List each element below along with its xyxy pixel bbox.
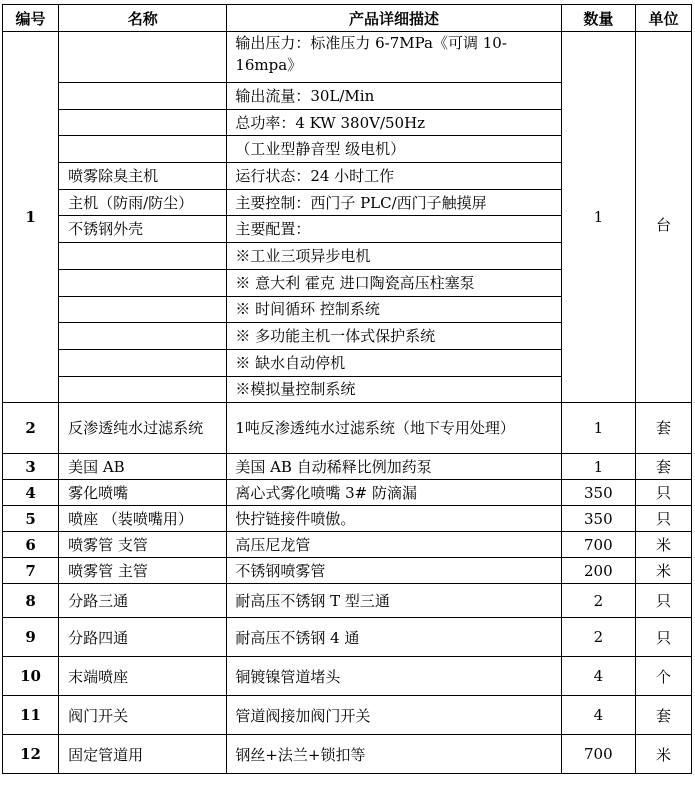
item-name: 美国 AB xyxy=(59,454,227,480)
item-desc-line: 主要控制：西门子 PLC/西门子触摸屏 xyxy=(227,189,561,216)
item-desc-line: ※ 缺水自动停机 xyxy=(227,349,561,376)
item-name-line xyxy=(59,243,227,270)
item-desc: 1吨反渗透纯水过滤系统（地下专用处理） xyxy=(227,403,561,454)
row-number: 6 xyxy=(3,532,59,558)
item-name-line xyxy=(59,296,227,323)
item-unit: 只 xyxy=(635,618,691,657)
item-name-line xyxy=(59,83,227,110)
item-qty: 350 xyxy=(561,506,635,532)
item-unit: 米 xyxy=(635,735,691,774)
header-row xyxy=(3,5,692,32)
item-desc-line: ※ 多功能主机一体式保护系统 xyxy=(227,323,561,350)
item-name-line: 喷雾除臭主机 xyxy=(59,163,227,190)
item-unit: 台 xyxy=(635,32,691,403)
row-number: 12 xyxy=(3,735,59,774)
item-desc: 钢丝+法兰+锁扣等 xyxy=(227,735,561,774)
item-name-line xyxy=(59,32,227,83)
item-name-line xyxy=(59,109,227,136)
table-row xyxy=(3,480,692,506)
row-number: 1 xyxy=(3,32,59,403)
item-qty: 1 xyxy=(561,403,635,454)
item-name: 反渗透纯水过滤系统 xyxy=(59,403,227,454)
row-number: 11 xyxy=(3,696,59,735)
item-desc-line: ※工业三项异步电机 xyxy=(227,243,561,270)
item-desc: 高压尼龙管 xyxy=(227,532,561,558)
table-row xyxy=(3,657,692,696)
table-row xyxy=(3,532,692,558)
item-qty: 2 xyxy=(561,618,635,657)
item-desc: 耐高压不锈钢 4 通 xyxy=(227,618,561,657)
table-row xyxy=(3,584,692,618)
item-desc: 铜镀镍管道堵头 xyxy=(227,657,561,696)
item-name: 分路四通 xyxy=(59,618,227,657)
item-name-line xyxy=(59,349,227,376)
item-desc: 耐高压不锈钢 T 型三通 xyxy=(227,584,561,618)
item-name: 雾化喷嘴 xyxy=(59,480,227,506)
table-row xyxy=(3,454,692,480)
header-qty: 数量 xyxy=(561,5,635,32)
item-name-line: 不锈钢外壳 xyxy=(59,216,227,243)
item-desc: 不锈钢喷雾管 xyxy=(227,558,561,584)
table-row xyxy=(3,696,692,735)
item-qty: 200 xyxy=(561,558,635,584)
item-unit: 只 xyxy=(635,584,691,618)
item-qty: 1 xyxy=(561,454,635,480)
item-qty: 700 xyxy=(561,532,635,558)
item-unit: 个 xyxy=(635,657,691,696)
item-desc-line: 输出流量：30L/Min xyxy=(227,83,561,110)
item-desc: 管道阀接加阀门开关 xyxy=(227,696,561,735)
item1-subrow xyxy=(3,32,692,83)
item-desc-line: 运行状态：24 小时工作 xyxy=(227,163,561,190)
row-number: 7 xyxy=(3,558,59,584)
table-row xyxy=(3,506,692,532)
row-number: 8 xyxy=(3,584,59,618)
item-name: 末端喷座 xyxy=(59,657,227,696)
item-unit: 套 xyxy=(635,696,691,735)
item-name-line: 主机（防雨/防尘） xyxy=(59,189,227,216)
item-desc: 美国 AB 自动稀释比例加药泵 xyxy=(227,454,561,480)
row-number: 2 xyxy=(3,403,59,454)
item-name: 喷座 （装喷嘴用） xyxy=(59,506,227,532)
item-name-line xyxy=(59,136,227,163)
item-name: 分路三通 xyxy=(59,584,227,618)
item-desc: 快拧链接件喷傲。 xyxy=(227,506,561,532)
item-name-line xyxy=(59,376,227,403)
table-row xyxy=(3,403,692,454)
item-desc-line: 总功率：4 KW 380V/50Hz xyxy=(227,109,561,136)
table-row xyxy=(3,735,692,774)
item-name: 阀门开关 xyxy=(59,696,227,735)
row-number: 5 xyxy=(3,506,59,532)
table-row xyxy=(3,618,692,657)
item-qty: 2 xyxy=(561,584,635,618)
item-name-line xyxy=(59,323,227,350)
header-unit: 单位 xyxy=(635,5,691,32)
row-number: 9 xyxy=(3,618,59,657)
item-unit: 米 xyxy=(635,532,691,558)
item-desc-line: ※ 时间循环 控制系统 xyxy=(227,296,561,323)
item-unit: 米 xyxy=(635,558,691,584)
header-name: 名称 xyxy=(59,5,227,32)
item-name: 喷雾管 支管 xyxy=(59,532,227,558)
header-desc: 产品详细描述 xyxy=(227,5,561,32)
item-desc-line: 输出压力：标准压力 6-7MPa《可调 10-16mpa》 xyxy=(227,32,561,83)
item-unit: 只 xyxy=(635,480,691,506)
item-name: 喷雾管 主管 xyxy=(59,558,227,584)
item-qty: 4 xyxy=(561,657,635,696)
item-unit: 套 xyxy=(635,454,691,480)
item-qty: 350 xyxy=(561,480,635,506)
item-unit: 只 xyxy=(635,506,691,532)
row-number: 3 xyxy=(3,454,59,480)
product-table xyxy=(2,4,692,774)
item-desc-line: 主要配置： xyxy=(227,216,561,243)
header-no: 编号 xyxy=(3,5,59,32)
item-name: 固定管道用 xyxy=(59,735,227,774)
item-unit: 套 xyxy=(635,403,691,454)
item-desc-line: ※ 意大利 霍克 进口陶瓷高压柱塞泵 xyxy=(227,269,561,296)
item-name-line xyxy=(59,269,227,296)
item-desc-line: （工业型静音型 级电机） xyxy=(227,136,561,163)
item-desc-line: ※模拟量控制系统 xyxy=(227,376,561,403)
row-number: 10 xyxy=(3,657,59,696)
row-number: 4 xyxy=(3,480,59,506)
item-qty: 4 xyxy=(561,696,635,735)
item-qty: 1 xyxy=(561,32,635,403)
item-qty: 700 xyxy=(561,735,635,774)
item-desc: 离心式雾化喷嘴 3# 防滴漏 xyxy=(227,480,561,506)
table-row xyxy=(3,558,692,584)
